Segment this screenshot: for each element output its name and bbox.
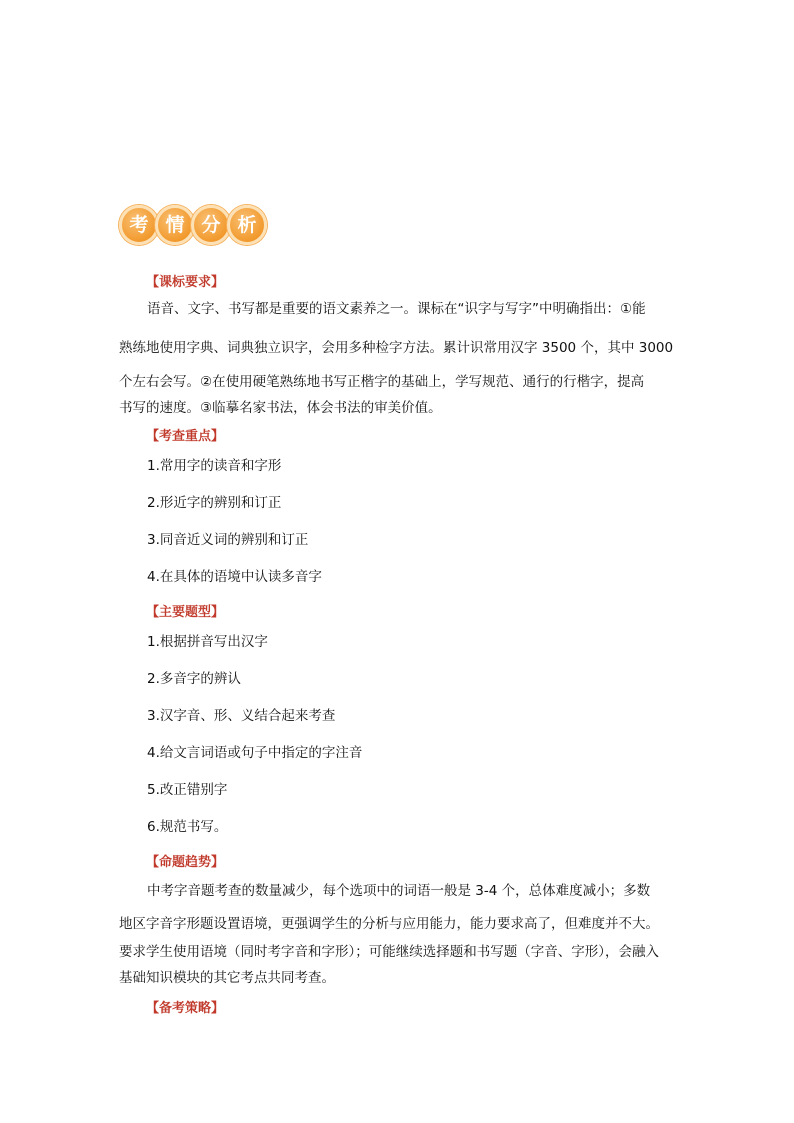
paragraph-line: 熟练地使用字典、词典独立识字，会用多种检字方法。累计识常用汉字 3500 个，其中 3000 [119, 340, 674, 356]
paragraph-line: 地区字音字形题设置语境，更强调学生的分析与应用能力，能力要求高了，但难度并不大。 [119, 916, 659, 932]
banner-char: 考 [119, 205, 159, 245]
list-item: 3.汉字音、形、义结合起来考查 [147, 708, 336, 724]
list-item: 4.在具体的语境中认读多音字 [147, 569, 322, 585]
list-item: 2.多音字的辨认 [147, 671, 241, 687]
section-banner [119, 205, 267, 245]
list-item: 5.改正错别字 [147, 782, 228, 798]
heading-exam-trends: 【命题趋势】 [146, 855, 225, 870]
paragraph-line: 语音、文字、书写都是重要的语文素养之一。课标在“识字与写字”中明确指出：①能 [147, 301, 646, 317]
list-item: 6.规范书写。 [147, 819, 228, 835]
list-item: 3.同音近义词的辨别和订正 [147, 532, 309, 548]
paragraph-line: 个左右会写。②在使用硬笔熟练地书写正楷字的基础上，学写规范、通行的行楷字，提高 [119, 374, 645, 390]
list-item: 2.形近字的辨别和订正 [147, 495, 282, 511]
list-item: 4.给文言词语或句子中指定的字注音 [147, 745, 363, 761]
paragraph-line: 要求学生使用语境（同时考字音和字形）；可能继续选择题和书写题（字音、字形），会融入 [119, 944, 659, 960]
banner-char: 分 [191, 205, 231, 245]
heading-curriculum-requirements: 【课标要求】 [146, 275, 225, 290]
banner-char: 情 [155, 205, 195, 245]
banner-char: 析 [227, 205, 267, 245]
heading-question-types: 【主要题型】 [146, 605, 225, 620]
heading-prep-strategy: 【备考策略】 [146, 1001, 225, 1016]
list-item: 1.常用字的读音和字形 [147, 458, 282, 474]
paragraph-line: 基础知识模块的其它考点共同考查。 [119, 970, 335, 986]
paragraph-line: 中考字音题考查的数量减少，每个选项中的词语一般是 3-4 个，总体难度减小；多数 [147, 883, 651, 899]
paragraph-line: 书写的速度。③临摹名家书法，体会书法的审美价值。 [119, 400, 442, 416]
list-item: 1.根据拼音写出汉字 [147, 634, 268, 650]
heading-exam-focus: 【考查重点】 [146, 429, 225, 444]
